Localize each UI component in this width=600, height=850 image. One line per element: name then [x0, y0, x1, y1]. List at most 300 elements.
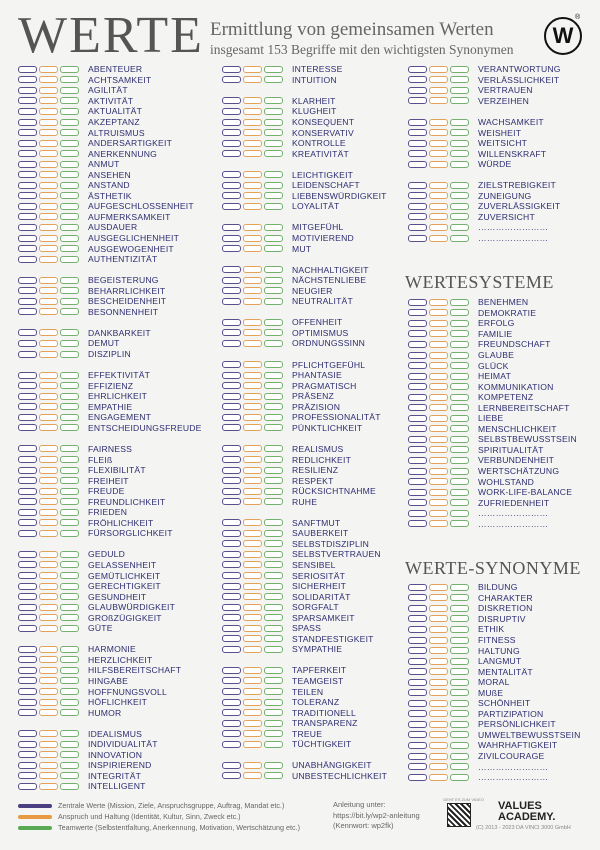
central-value-checkbox[interactable] — [222, 403, 241, 410]
attitude-checkbox[interactable] — [243, 551, 262, 558]
attitude-checkbox[interactable] — [429, 150, 448, 157]
central-value-checkbox[interactable] — [222, 699, 241, 706]
attitude-checkbox[interactable] — [429, 594, 448, 601]
team-value-checkbox[interactable] — [264, 182, 283, 189]
attitude-checkbox[interactable] — [429, 66, 448, 73]
team-value-checkbox[interactable] — [264, 108, 283, 115]
central-value-checkbox[interactable] — [18, 308, 37, 315]
attitude-checkbox[interactable] — [39, 87, 58, 94]
team-value-checkbox[interactable] — [450, 235, 469, 242]
team-value-checkbox[interactable] — [450, 510, 469, 517]
attitude-checkbox[interactable] — [39, 329, 58, 336]
central-value-checkbox[interactable] — [222, 456, 241, 463]
team-value-checkbox[interactable] — [450, 763, 469, 770]
team-value-checkbox[interactable] — [450, 150, 469, 157]
attitude-checkbox[interactable] — [39, 741, 58, 748]
central-value-checkbox[interactable] — [408, 383, 427, 390]
attitude-checkbox[interactable] — [243, 530, 262, 537]
central-value-checkbox[interactable] — [18, 467, 37, 474]
team-value-checkbox[interactable] — [60, 604, 79, 611]
team-value-checkbox[interactable] — [264, 414, 283, 421]
team-value-checkbox[interactable] — [264, 488, 283, 495]
attitude-checkbox[interactable] — [39, 245, 58, 252]
attitude-checkbox[interactable] — [243, 372, 262, 379]
central-value-checkbox[interactable] — [18, 108, 37, 115]
attitude-checkbox[interactable] — [39, 414, 58, 421]
central-value-checkbox[interactable] — [222, 688, 241, 695]
attitude-checkbox[interactable] — [429, 489, 448, 496]
team-value-checkbox[interactable] — [60, 519, 79, 526]
attitude-checkbox[interactable] — [243, 414, 262, 421]
central-value-checkbox[interactable] — [18, 287, 37, 294]
attitude-checkbox[interactable] — [39, 625, 58, 632]
central-value-checkbox[interactable] — [222, 235, 241, 242]
central-value-checkbox[interactable] — [222, 646, 241, 653]
team-value-checkbox[interactable] — [264, 393, 283, 400]
central-value-checkbox[interactable] — [222, 635, 241, 642]
attitude-checkbox[interactable] — [39, 150, 58, 157]
attitude-checkbox[interactable] — [243, 361, 262, 368]
team-value-checkbox[interactable] — [450, 76, 469, 83]
team-value-checkbox[interactable] — [60, 625, 79, 632]
team-value-checkbox[interactable] — [264, 519, 283, 526]
team-value-checkbox[interactable] — [264, 329, 283, 336]
team-value-checkbox[interactable] — [60, 424, 79, 431]
central-value-checkbox[interactable] — [18, 329, 37, 336]
team-value-checkbox[interactable] — [450, 203, 469, 210]
attitude-checkbox[interactable] — [39, 66, 58, 73]
attitude-checkbox[interactable] — [429, 415, 448, 422]
attitude-checkbox[interactable] — [39, 340, 58, 347]
central-value-checkbox[interactable] — [18, 351, 37, 358]
central-value-checkbox[interactable] — [222, 720, 241, 727]
attitude-checkbox[interactable] — [243, 709, 262, 716]
team-value-checkbox[interactable] — [450, 700, 469, 707]
attitude-checkbox[interactable] — [39, 498, 58, 505]
central-value-checkbox[interactable] — [18, 414, 37, 421]
team-value-checkbox[interactable] — [264, 129, 283, 136]
central-value-checkbox[interactable] — [18, 129, 37, 136]
attitude-checkbox[interactable] — [429, 647, 448, 654]
attitude-checkbox[interactable] — [39, 182, 58, 189]
attitude-checkbox[interactable] — [429, 362, 448, 369]
central-value-checkbox[interactable] — [222, 519, 241, 526]
team-value-checkbox[interactable] — [450, 584, 469, 591]
attitude-checkbox[interactable] — [243, 97, 262, 104]
attitude-checkbox[interactable] — [243, 583, 262, 590]
central-value-checkbox[interactable] — [408, 731, 427, 738]
team-value-checkbox[interactable] — [60, 129, 79, 136]
team-value-checkbox[interactable] — [264, 235, 283, 242]
attitude-checkbox[interactable] — [39, 424, 58, 431]
central-value-checkbox[interactable] — [222, 445, 241, 452]
attitude-checkbox[interactable] — [243, 329, 262, 336]
qr-code-icon[interactable] — [447, 803, 471, 827]
attitude-checkbox[interactable] — [429, 615, 448, 622]
central-value-checkbox[interactable] — [408, 721, 427, 728]
attitude-checkbox[interactable] — [39, 699, 58, 706]
attitude-checkbox[interactable] — [243, 540, 262, 547]
attitude-checkbox[interactable] — [39, 551, 58, 558]
central-value-checkbox[interactable] — [222, 66, 241, 73]
team-value-checkbox[interactable] — [450, 637, 469, 644]
team-value-checkbox[interactable] — [60, 340, 79, 347]
attitude-checkbox[interactable] — [243, 688, 262, 695]
central-value-checkbox[interactable] — [408, 457, 427, 464]
central-value-checkbox[interactable] — [18, 519, 37, 526]
central-value-checkbox[interactable] — [222, 540, 241, 547]
attitude-checkbox[interactable] — [39, 351, 58, 358]
team-value-checkbox[interactable] — [450, 383, 469, 390]
central-value-checkbox[interactable] — [18, 488, 37, 495]
attitude-checkbox[interactable] — [39, 572, 58, 579]
attitude-checkbox[interactable] — [429, 436, 448, 443]
central-value-checkbox[interactable] — [18, 625, 37, 632]
team-value-checkbox[interactable] — [450, 489, 469, 496]
team-value-checkbox[interactable] — [60, 171, 79, 178]
attitude-checkbox[interactable] — [39, 667, 58, 674]
team-value-checkbox[interactable] — [60, 498, 79, 505]
central-value-checkbox[interactable] — [408, 478, 427, 485]
team-value-checkbox[interactable] — [60, 97, 79, 104]
team-value-checkbox[interactable] — [264, 66, 283, 73]
team-value-checkbox[interactable] — [60, 509, 79, 516]
team-value-checkbox[interactable] — [60, 467, 79, 474]
central-value-checkbox[interactable] — [408, 689, 427, 696]
team-value-checkbox[interactable] — [60, 372, 79, 379]
team-value-checkbox[interactable] — [450, 140, 469, 147]
attitude-checkbox[interactable] — [243, 150, 262, 157]
team-value-checkbox[interactable] — [60, 583, 79, 590]
central-value-checkbox[interactable] — [18, 730, 37, 737]
attitude-checkbox[interactable] — [429, 425, 448, 432]
central-value-checkbox[interactable] — [408, 66, 427, 73]
team-value-checkbox[interactable] — [450, 66, 469, 73]
central-value-checkbox[interactable] — [408, 499, 427, 506]
central-value-checkbox[interactable] — [408, 341, 427, 348]
team-value-checkbox[interactable] — [60, 561, 79, 568]
attitude-checkbox[interactable] — [243, 614, 262, 621]
attitude-checkbox[interactable] — [39, 76, 58, 83]
team-value-checkbox[interactable] — [60, 308, 79, 315]
team-value-checkbox[interactable] — [60, 66, 79, 73]
attitude-checkbox[interactable] — [39, 372, 58, 379]
attitude-checkbox[interactable] — [39, 646, 58, 653]
attitude-checkbox[interactable] — [243, 129, 262, 136]
team-value-checkbox[interactable] — [264, 456, 283, 463]
team-value-checkbox[interactable] — [450, 161, 469, 168]
central-value-checkbox[interactable] — [18, 530, 37, 537]
central-value-checkbox[interactable] — [222, 593, 241, 600]
central-value-checkbox[interactable] — [18, 677, 37, 684]
attitude-checkbox[interactable] — [39, 604, 58, 611]
attitude-checkbox[interactable] — [39, 140, 58, 147]
team-value-checkbox[interactable] — [450, 446, 469, 453]
instructions-link[interactable]: https://bit.ly/wp2-anleitung — [333, 810, 420, 820]
team-value-checkbox[interactable] — [264, 772, 283, 779]
team-value-checkbox[interactable] — [264, 319, 283, 326]
team-value-checkbox[interactable] — [60, 245, 79, 252]
attitude-checkbox[interactable] — [243, 519, 262, 526]
team-value-checkbox[interactable] — [60, 351, 79, 358]
attitude-checkbox[interactable] — [243, 287, 262, 294]
attitude-checkbox[interactable] — [243, 403, 262, 410]
team-value-checkbox[interactable] — [264, 119, 283, 126]
team-value-checkbox[interactable] — [60, 445, 79, 452]
team-value-checkbox[interactable] — [264, 625, 283, 632]
central-value-checkbox[interactable] — [408, 637, 427, 644]
team-value-checkbox[interactable] — [450, 182, 469, 189]
central-value-checkbox[interactable] — [222, 192, 241, 199]
attitude-checkbox[interactable] — [243, 393, 262, 400]
attitude-checkbox[interactable] — [429, 404, 448, 411]
team-value-checkbox[interactable] — [60, 287, 79, 294]
central-value-checkbox[interactable] — [408, 192, 427, 199]
central-value-checkbox[interactable] — [408, 362, 427, 369]
attitude-checkbox[interactable] — [243, 76, 262, 83]
central-value-checkbox[interactable] — [18, 783, 37, 790]
team-value-checkbox[interactable] — [450, 468, 469, 475]
attitude-checkbox[interactable] — [39, 688, 58, 695]
team-value-checkbox[interactable] — [264, 424, 283, 431]
team-value-checkbox[interactable] — [450, 753, 469, 760]
attitude-checkbox[interactable] — [39, 171, 58, 178]
attitude-checkbox[interactable] — [243, 604, 262, 611]
team-value-checkbox[interactable] — [264, 498, 283, 505]
team-value-checkbox[interactable] — [60, 277, 79, 284]
team-value-checkbox[interactable] — [450, 362, 469, 369]
team-value-checkbox[interactable] — [450, 299, 469, 306]
central-value-checkbox[interactable] — [408, 742, 427, 749]
central-value-checkbox[interactable] — [408, 658, 427, 665]
team-value-checkbox[interactable] — [60, 456, 79, 463]
central-value-checkbox[interactable] — [408, 394, 427, 401]
team-value-checkbox[interactable] — [264, 224, 283, 231]
attitude-checkbox[interactable] — [243, 224, 262, 231]
team-value-checkbox[interactable] — [264, 540, 283, 547]
team-value-checkbox[interactable] — [60, 762, 79, 769]
attitude-checkbox[interactable] — [429, 520, 448, 527]
team-value-checkbox[interactable] — [60, 772, 79, 779]
attitude-checkbox[interactable] — [429, 468, 448, 475]
team-value-checkbox[interactable] — [450, 87, 469, 94]
team-value-checkbox[interactable] — [264, 340, 283, 347]
central-value-checkbox[interactable] — [222, 488, 241, 495]
central-value-checkbox[interactable] — [408, 119, 427, 126]
team-value-checkbox[interactable] — [264, 477, 283, 484]
team-value-checkbox[interactable] — [264, 277, 283, 284]
central-value-checkbox[interactable] — [18, 372, 37, 379]
attitude-checkbox[interactable] — [429, 299, 448, 306]
team-value-checkbox[interactable] — [60, 488, 79, 495]
central-value-checkbox[interactable] — [222, 583, 241, 590]
attitude-checkbox[interactable] — [39, 213, 58, 220]
central-value-checkbox[interactable] — [18, 551, 37, 558]
central-value-checkbox[interactable] — [18, 772, 37, 779]
central-value-checkbox[interactable] — [18, 646, 37, 653]
attitude-checkbox[interactable] — [429, 203, 448, 210]
attitude-checkbox[interactable] — [243, 235, 262, 242]
team-value-checkbox[interactable] — [450, 213, 469, 220]
central-value-checkbox[interactable] — [222, 119, 241, 126]
central-value-checkbox[interactable] — [222, 730, 241, 737]
attitude-checkbox[interactable] — [39, 477, 58, 484]
team-value-checkbox[interactable] — [450, 594, 469, 601]
team-value-checkbox[interactable] — [264, 730, 283, 737]
team-value-checkbox[interactable] — [60, 298, 79, 305]
attitude-checkbox[interactable] — [243, 245, 262, 252]
attitude-checkbox[interactable] — [39, 298, 58, 305]
central-value-checkbox[interactable] — [222, 604, 241, 611]
central-value-checkbox[interactable] — [222, 477, 241, 484]
central-value-checkbox[interactable] — [222, 340, 241, 347]
attitude-checkbox[interactable] — [429, 341, 448, 348]
attitude-checkbox[interactable] — [429, 97, 448, 104]
team-value-checkbox[interactable] — [60, 76, 79, 83]
attitude-checkbox[interactable] — [429, 161, 448, 168]
attitude-checkbox[interactable] — [243, 456, 262, 463]
attitude-checkbox[interactable] — [39, 530, 58, 537]
central-value-checkbox[interactable] — [222, 329, 241, 336]
team-value-checkbox[interactable] — [264, 245, 283, 252]
attitude-checkbox[interactable] — [39, 488, 58, 495]
attitude-checkbox[interactable] — [243, 720, 262, 727]
team-value-checkbox[interactable] — [264, 403, 283, 410]
attitude-checkbox[interactable] — [243, 646, 262, 653]
attitude-checkbox[interactable] — [39, 393, 58, 400]
central-value-checkbox[interactable] — [18, 572, 37, 579]
central-value-checkbox[interactable] — [222, 182, 241, 189]
team-value-checkbox[interactable] — [450, 721, 469, 728]
attitude-checkbox[interactable] — [429, 721, 448, 728]
attitude-checkbox[interactable] — [243, 277, 262, 284]
team-value-checkbox[interactable] — [60, 256, 79, 263]
attitude-checkbox[interactable] — [243, 298, 262, 305]
central-value-checkbox[interactable] — [18, 87, 37, 94]
team-value-checkbox[interactable] — [60, 150, 79, 157]
team-value-checkbox[interactable] — [450, 668, 469, 675]
central-value-checkbox[interactable] — [408, 700, 427, 707]
team-value-checkbox[interactable] — [450, 710, 469, 717]
team-value-checkbox[interactable] — [264, 604, 283, 611]
central-value-checkbox[interactable] — [408, 647, 427, 654]
attitude-checkbox[interactable] — [39, 730, 58, 737]
central-value-checkbox[interactable] — [222, 108, 241, 115]
team-value-checkbox[interactable] — [264, 287, 283, 294]
central-value-checkbox[interactable] — [408, 626, 427, 633]
central-value-checkbox[interactable] — [408, 584, 427, 591]
attitude-checkbox[interactable] — [39, 129, 58, 136]
central-value-checkbox[interactable] — [18, 583, 37, 590]
central-value-checkbox[interactable] — [222, 266, 241, 273]
attitude-checkbox[interactable] — [429, 119, 448, 126]
attitude-checkbox[interactable] — [429, 330, 448, 337]
attitude-checkbox[interactable] — [429, 235, 448, 242]
attitude-checkbox[interactable] — [429, 457, 448, 464]
central-value-checkbox[interactable] — [222, 551, 241, 558]
central-value-checkbox[interactable] — [18, 393, 37, 400]
attitude-checkbox[interactable] — [243, 319, 262, 326]
attitude-checkbox[interactable] — [429, 763, 448, 770]
team-value-checkbox[interactable] — [264, 572, 283, 579]
central-value-checkbox[interactable] — [18, 245, 37, 252]
attitude-checkbox[interactable] — [429, 140, 448, 147]
team-value-checkbox[interactable] — [450, 352, 469, 359]
team-value-checkbox[interactable] — [60, 551, 79, 558]
central-value-checkbox[interactable] — [18, 667, 37, 674]
central-value-checkbox[interactable] — [222, 171, 241, 178]
central-value-checkbox[interactable] — [408, 182, 427, 189]
attitude-checkbox[interactable] — [243, 762, 262, 769]
attitude-checkbox[interactable] — [243, 635, 262, 642]
central-value-checkbox[interactable] — [408, 373, 427, 380]
attitude-checkbox[interactable] — [243, 171, 262, 178]
team-value-checkbox[interactable] — [264, 203, 283, 210]
central-value-checkbox[interactable] — [408, 203, 427, 210]
central-value-checkbox[interactable] — [18, 741, 37, 748]
team-value-checkbox[interactable] — [450, 520, 469, 527]
attitude-checkbox[interactable] — [39, 235, 58, 242]
attitude-checkbox[interactable] — [39, 203, 58, 210]
attitude-checkbox[interactable] — [429, 383, 448, 390]
attitude-checkbox[interactable] — [39, 382, 58, 389]
attitude-checkbox[interactable] — [243, 667, 262, 674]
attitude-checkbox[interactable] — [39, 161, 58, 168]
team-value-checkbox[interactable] — [264, 677, 283, 684]
central-value-checkbox[interactable] — [408, 668, 427, 675]
central-value-checkbox[interactable] — [222, 245, 241, 252]
attitude-checkbox[interactable] — [243, 467, 262, 474]
attitude-checkbox[interactable] — [429, 309, 448, 316]
attitude-checkbox[interactable] — [429, 446, 448, 453]
team-value-checkbox[interactable] — [450, 192, 469, 199]
team-value-checkbox[interactable] — [60, 382, 79, 389]
central-value-checkbox[interactable] — [18, 161, 37, 168]
central-value-checkbox[interactable] — [18, 614, 37, 621]
central-value-checkbox[interactable] — [222, 530, 241, 537]
attitude-checkbox[interactable] — [243, 424, 262, 431]
attitude-checkbox[interactable] — [243, 572, 262, 579]
attitude-checkbox[interactable] — [243, 488, 262, 495]
attitude-checkbox[interactable] — [243, 140, 262, 147]
team-value-checkbox[interactable] — [450, 394, 469, 401]
team-value-checkbox[interactable] — [450, 731, 469, 738]
attitude-checkbox[interactable] — [39, 783, 58, 790]
central-value-checkbox[interactable] — [222, 287, 241, 294]
attitude-checkbox[interactable] — [243, 677, 262, 684]
attitude-checkbox[interactable] — [429, 689, 448, 696]
central-value-checkbox[interactable] — [408, 330, 427, 337]
team-value-checkbox[interactable] — [264, 171, 283, 178]
team-value-checkbox[interactable] — [450, 436, 469, 443]
central-value-checkbox[interactable] — [18, 709, 37, 716]
attitude-checkbox[interactable] — [429, 731, 448, 738]
central-value-checkbox[interactable] — [18, 298, 37, 305]
central-value-checkbox[interactable] — [222, 467, 241, 474]
central-value-checkbox[interactable] — [408, 224, 427, 231]
central-value-checkbox[interactable] — [18, 140, 37, 147]
team-value-checkbox[interactable] — [60, 751, 79, 758]
attitude-checkbox[interactable] — [39, 656, 58, 663]
attitude-checkbox[interactable] — [243, 772, 262, 779]
central-value-checkbox[interactable] — [18, 424, 37, 431]
central-value-checkbox[interactable] — [18, 171, 37, 178]
attitude-checkbox[interactable] — [39, 751, 58, 758]
central-value-checkbox[interactable] — [222, 76, 241, 83]
team-value-checkbox[interactable] — [450, 774, 469, 781]
central-value-checkbox[interactable] — [408, 489, 427, 496]
central-value-checkbox[interactable] — [222, 667, 241, 674]
